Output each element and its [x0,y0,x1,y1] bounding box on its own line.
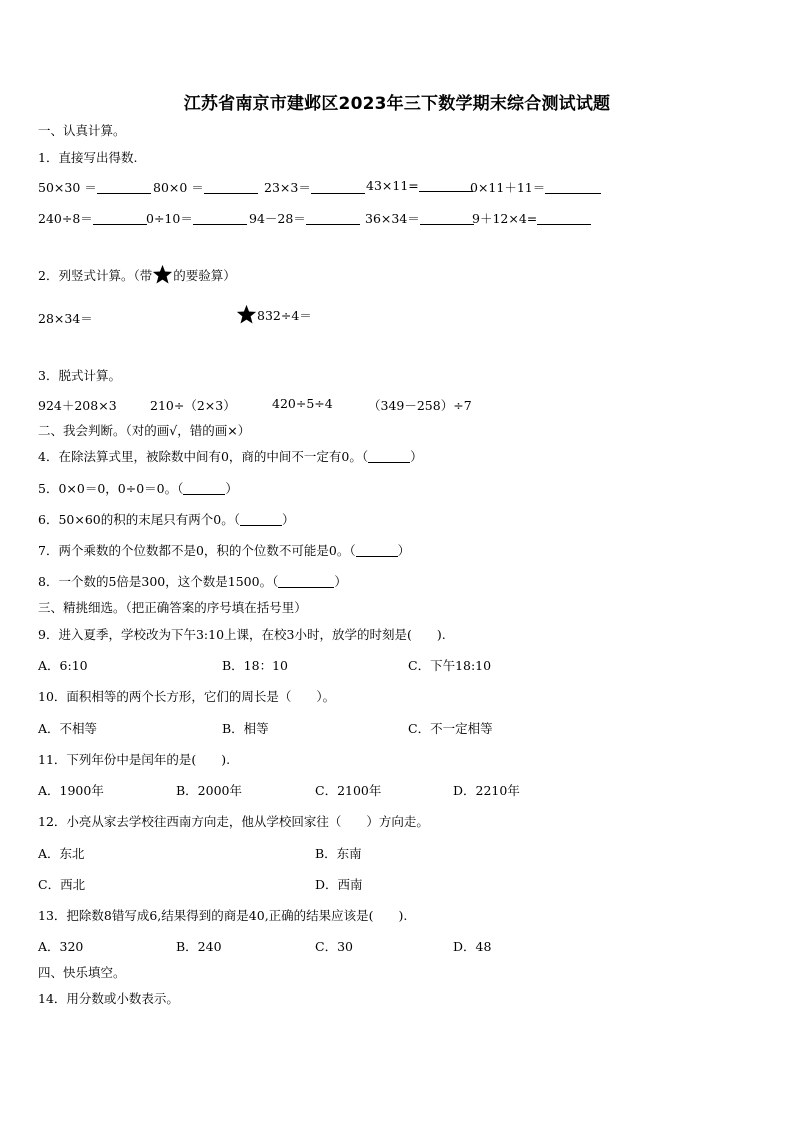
question-5: 5．0×0＝0，0÷0＝0。（ ） [38,481,238,496]
answer-blank[interactable] [93,212,147,225]
answer-blank[interactable] [420,212,474,225]
question-7: 7．两个乘数的个位数都不是0，积的个位数不可能是0。（ ） [38,543,411,558]
answer-blank[interactable] [419,179,473,192]
q11-option-d[interactable]: D．2210年 [453,783,520,798]
answer-blank[interactable] [306,212,360,225]
question-13-stem: 13．把除数8错写成6,结果得到的商是40,正确的结果应该是( ). [38,908,408,923]
question-6: 6．50×60的积的末尾只有两个0。（ ） [38,512,295,527]
answer-blank[interactable] [97,181,151,194]
q10-option-a[interactable]: A．不相等 [38,721,98,736]
q1-row1-item-3: 23×3＝ [264,178,365,196]
question-10-stem: 10．面积相等的两个长方形，它们的周长是（ ）。 [38,689,336,704]
answer-blank[interactable] [368,450,410,463]
q12-option-c[interactable]: C．西北 [38,877,86,892]
star-icon [152,264,173,285]
answer-blank[interactable] [537,212,591,225]
question-3-stem: 3．脱式计算。 [38,368,121,383]
q11-option-a[interactable]: A．1900年 [38,783,104,798]
question-2-stem: 2．列竖式计算。（带 的要验算） [38,264,236,285]
question-1-stem: 1．直接写出得数. [38,150,138,165]
answer-blank[interactable] [183,482,225,495]
q1-row2-item-3: 94－28＝ [249,209,360,227]
q9-option-b[interactable]: B．18：10 [222,658,288,673]
q1-row2-item-1: 240÷8＝ [38,209,147,227]
q9-option-c[interactable]: C．下午18:10 [408,658,492,673]
q13-option-a[interactable]: A．320 [38,939,84,954]
q3-expression-2: 210÷（2×3） [150,398,236,413]
question-2-left: 28×34＝ [38,311,93,326]
answer-blank[interactable] [204,181,258,194]
q1-row1-item-4: 43×11= [366,178,473,193]
q3-expression-4: （349－258）÷7 [368,398,472,413]
q3-expression-1: 924＋208×3 [38,398,117,413]
section-2-heading: 二、我会判断。（对的画√，错的画×） [38,423,251,438]
q12-option-a[interactable]: A．东北 [38,846,85,861]
question-11-stem: 11．下列年份中是闰年的是( ). [38,752,231,767]
q11-option-c[interactable]: C．2100年 [315,783,382,798]
q12-option-d[interactable]: D．西南 [315,877,363,892]
answer-blank[interactable] [240,513,282,526]
question-8: 8．一个数的5倍是300，这个数是1500。（ ） [38,574,347,589]
answer-blank[interactable] [545,181,601,194]
answer-blank[interactable] [193,212,247,225]
q13-option-d[interactable]: D．48 [453,939,492,954]
q1-row2-item-2: 0÷10＝ [146,209,247,227]
q1-row1-item-2: 80×0 ＝ [153,178,258,196]
q12-option-b[interactable]: B．东南 [315,846,362,861]
q10-option-c[interactable]: C．不一定相等 [408,721,493,736]
q10-option-b[interactable]: B．相等 [222,721,269,736]
page-title: 江苏省南京市建邺区2023年三下数学期末综合测试试题 [183,94,611,114]
q11-option-b[interactable]: B．2000年 [176,783,242,798]
star-icon [236,304,257,325]
question-12-stem: 12．小亮从家去学校往西南方向走，他从学校回家往（ ）方向走。 [38,814,429,829]
question-2-right: 832÷4＝ [236,304,312,325]
question-14-stem: 14．用分数或小数表示。 [38,991,179,1006]
q1-row1-item-5: 0×11＋11＝ [470,178,601,196]
q1-row2-item-4: 36×34＝ [365,209,474,227]
section-1-heading: 一、认真计算。 [38,123,126,138]
q3-expression-3: 420÷5÷4 [272,396,333,411]
q9-option-a[interactable]: A．6:10 [38,658,88,673]
q13-option-b[interactable]: B．240 [176,939,222,954]
answer-blank[interactable] [311,181,365,194]
question-4: 4．在除法算式里，被除数中间有0，商的中间不一定有0。（ ） [38,449,423,464]
answer-blank[interactable] [356,544,398,557]
q1-row1-item-1: 50×30 ＝ [38,178,151,196]
section-3-heading: 三、精挑细选。（把正确答案的序号填在括号里） [38,600,307,615]
question-9-stem: 9．进入夏季，学校改为下午3:10上课，在校3小时，放学的时刻是( ). [38,627,446,642]
q1-row2-item-5: 9＋12×4= [472,209,591,227]
q13-option-c[interactable]: C．30 [315,939,353,954]
section-4-heading: 四、快乐填空。 [38,965,126,980]
answer-blank[interactable] [278,575,334,588]
